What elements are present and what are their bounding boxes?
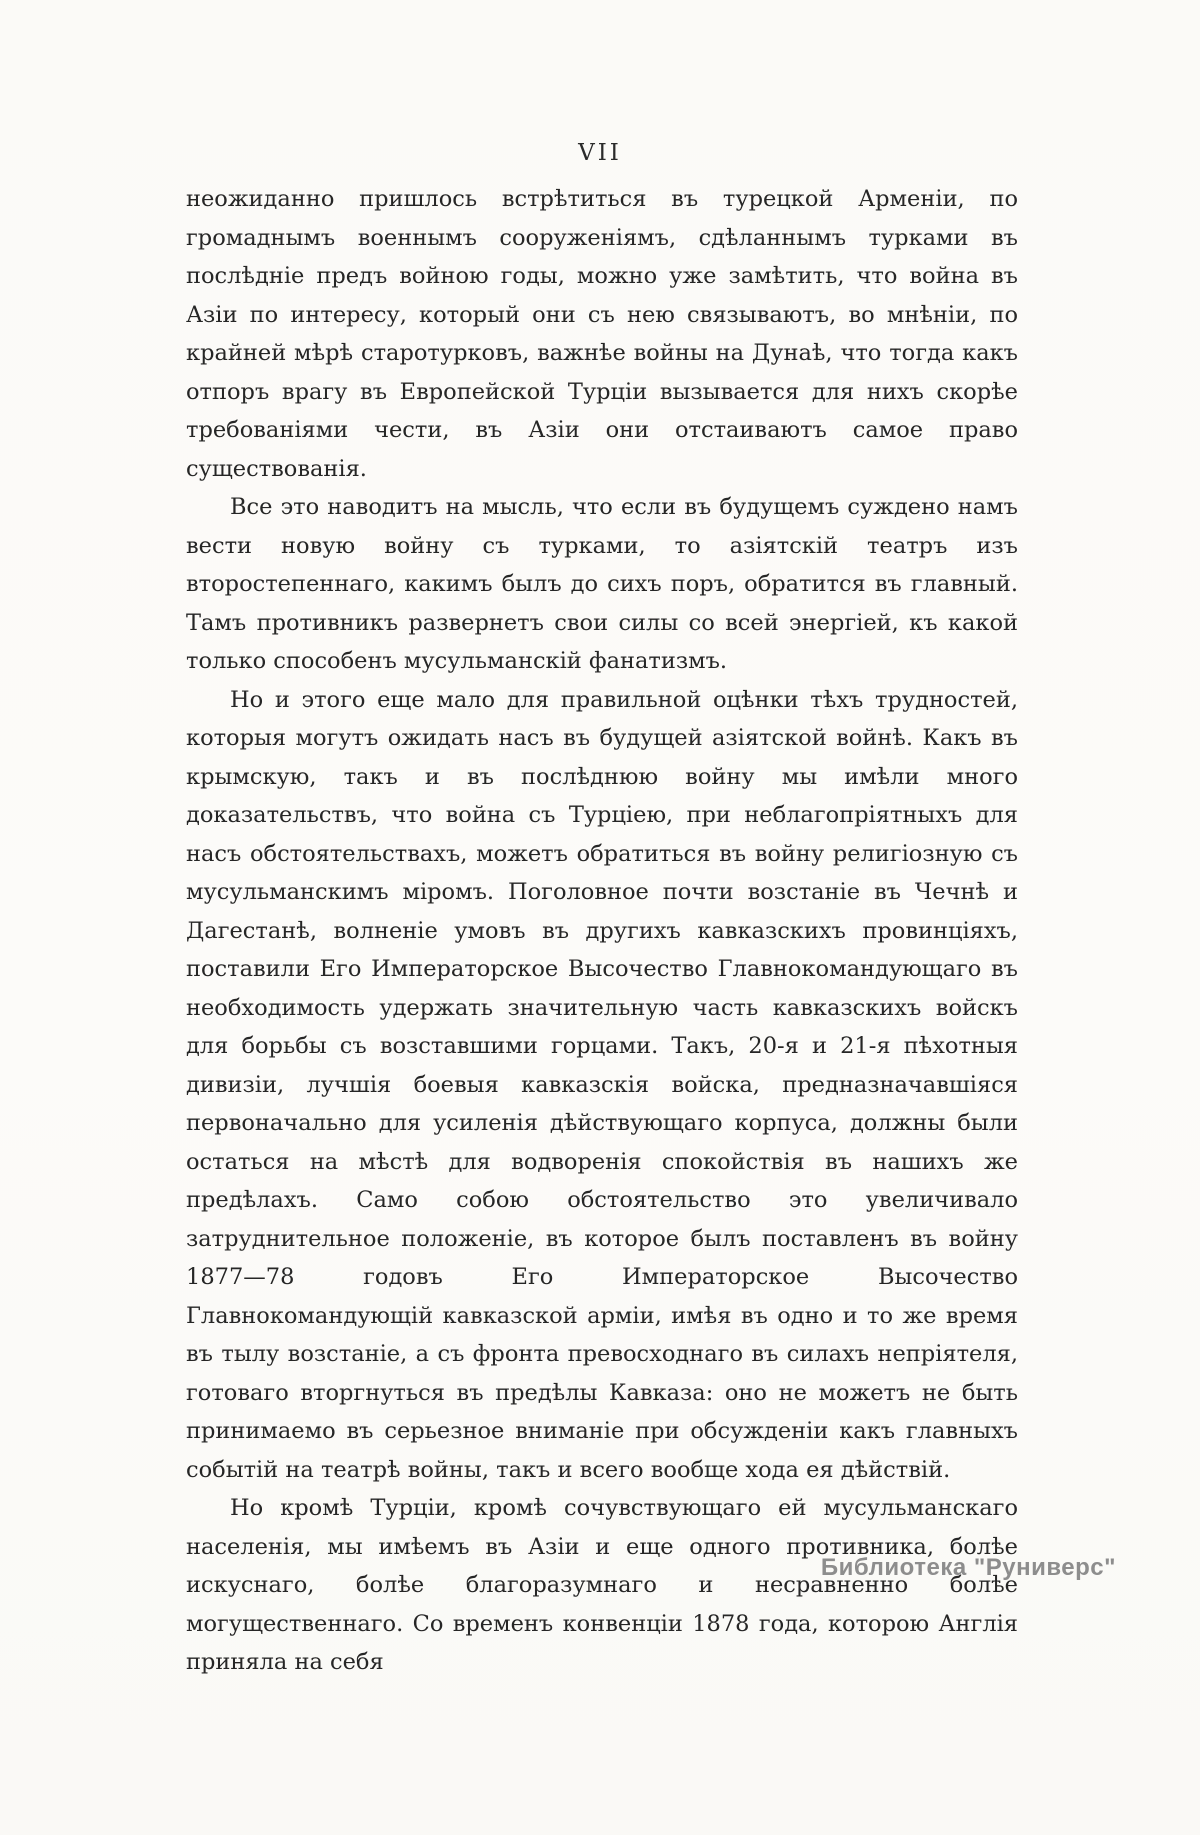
paragraph-continuation: неожиданно пришлось встрѣтиться въ турецкой Арменіи, по громаднымъ военнымъ сооруженіямъ, сдѣланнымъ турками въ послѣдніе предъ войною годы, можно уже замѣтить, что война въ Азіи по интересу, который они съ нею связываютъ, во мнѣніи, по крайней мѣрѣ старотурковъ, важнѣе войны на Дунаѣ, что тогда какъ отпоръ врагу въ Европейской Турціи вызывается для нихъ скорѣе требованіями чести, въ Азіи они отстаиваютъ самое право существованія. (186, 186, 1018, 482)
paragraph: Все это наводитъ на мысль, что если въ будущемъ суждено намъ вести новую войну съ турками, то азіятскій театръ изъ второстепеннаго, какимъ былъ до сихъ поръ, обратится въ главный. Тамъ противникъ развернетъ свои силы со всей энергіей, къ какой только способенъ мусульманскій фанатизмъ. (186, 494, 1018, 674)
paragraph: Но кромѣ Турціи, кромѣ сочувствующаго ей мусульманскаго населенія, мы имѣемъ въ Азіи и еще одного противника, болѣе искуснаго, болѣе благоразумнаго и несравненно болѣе могущественнаго. Со временъ конвенціи 1878 года, которою Англія приняла на себя (186, 1495, 1018, 1675)
paragraph: Но и этого еще мало для правильной оцѣнки тѣхъ трудностей, которыя могутъ ожидать насъ въ будущей азіятской войнѣ. Какъ въ крымскую, такъ и въ послѣднюю войну мы имѣли много доказательствъ, что война съ Турціею, при неблагопріятныхъ для насъ обстоятельствахъ, можетъ обратиться въ войну религіозную съ мусульманскимъ міромъ. Поголовное почти возстаніе въ Чечнѣ и Дагестанѣ, волненіе умовъ въ другихъ кавказскихъ провинціяхъ, поставили Его Императорское Высочество Главнокомандующаго въ необходимость удержать значительную часть кавказскихъ войскъ для борьбы съ возставшими горцами. Такъ, 20-я и 21-я пѣхотныя дивизіи, лучшія боевыя кавказскія войска, предназначавшіяся первоначально для усиленія дѣйствующаго корпуса, должны были остаться на мѣстѣ для водворенія спокойствія въ нашихъ же предѣлахъ. Само собою обстоятельство это увеличивало затруднительное положеніе, въ которое былъ поставленъ въ войну 1877—78 годовъ Его Императорское Высочество Главнокомандующій кавказской арміи, имѣя въ одно и то же время въ тылу возстаніе, а съ фронта превосходнаго въ силахъ непріятеля, готоваго вторгнуться въ предѣлы Кавказа: оно не можетъ не быть принимаемо въ серьезное вниманіе при обсужденіи какъ главныхъ событій на театрѣ войны, такъ и всего вообще хода ея дѣйствій. (186, 686, 1018, 1483)
library-watermark: Библиотека "Руниверс" (820, 1554, 1116, 1581)
body-text (186, 180, 1018, 1682)
page-number: VII (578, 140, 622, 166)
